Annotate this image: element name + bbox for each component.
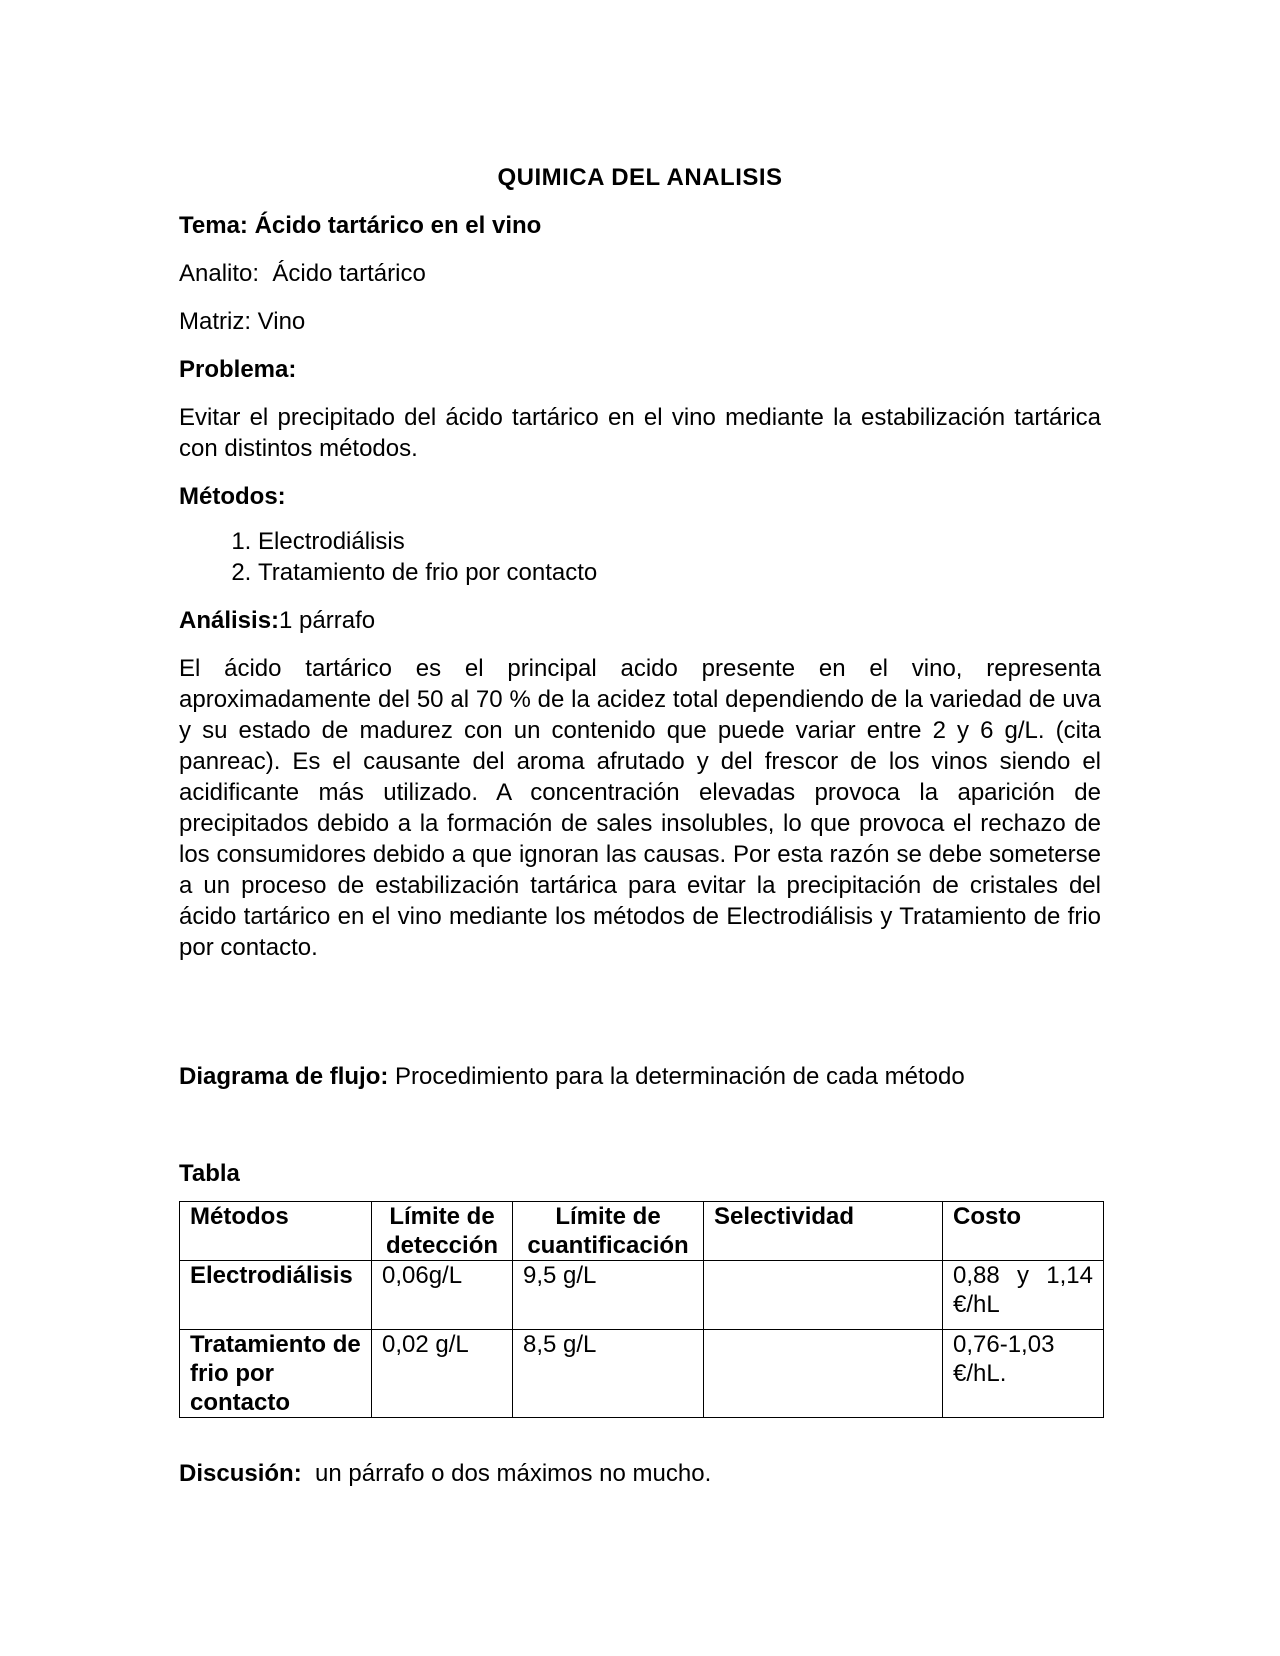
header-detection-limit: Límite de detección (372, 1202, 513, 1261)
methods-list-item: 1. Electrodiálisis (258, 526, 1101, 557)
discussion-label: Discusión: (179, 1460, 302, 1487)
analysis-note: 1 párrafo (279, 607, 376, 634)
analysis-text: El ácido tartárico es el principal acido presente en el vino, representa aproximadamente del 50 al 70 % de la acidez total dependiendo de la variedad de uva y su estado de madurez con un contenido que puede variar entre 2 y 6 g/L. (cita panreac). Es el causante del aroma afrutado y del frescor de los vinos siendo el acidificante más utilizado. A concentración elevadas provoca la aparición de precipitados debido a la formación de sales insolubles, lo que provoca el rechazo de los consumidores debido a que ignoran las causas. Por esta razón se debe someterse a un proceso de estabilización tartárica para evitar la precipitación de cristales del ácido tartárico en el vino mediante los métodos de Electrodiálisis y Tratamiento de frio por contacto. (179, 655, 1101, 961)
methods-table (179, 1201, 1104, 1418)
cell-method: Electrodiálisis (180, 1261, 372, 1330)
matrix-value: Vino (257, 308, 306, 335)
topic-value: Ácido tartárico en el vino (254, 212, 542, 239)
analyte-line (179, 258, 1101, 289)
cell-selectivity (704, 1261, 943, 1330)
cell-cost: 0,76-1,03 €/hL. (943, 1330, 1104, 1418)
header-methods: Métodos (180, 1202, 372, 1261)
header-selectivity: Selectividad (704, 1202, 943, 1261)
methods-list-item: 2. Tratamiento de frio por contacto (258, 557, 1101, 588)
problem-heading: Problema: (179, 356, 297, 383)
cell-detection-limit: 0,02 g/L (372, 1330, 513, 1418)
cell-quantification-limit: 8,5 g/L (513, 1330, 704, 1418)
problem-text: Evitar el precipitado del ácido tartárico en el vino mediante la estabilización tartárica con distintos métodos. (179, 404, 1101, 462)
document-page (179, 162, 1101, 1489)
cell-detection-limit: 0,06g/L (372, 1261, 513, 1330)
cell-selectivity (704, 1330, 943, 1418)
matrix-line (179, 306, 1101, 337)
topic-line (179, 210, 1101, 241)
methods-list (179, 526, 1101, 588)
discussion-text: un párrafo o dos máximos no mucho. (315, 1460, 712, 1487)
cell-method: Tratamiento de frio por contacto (180, 1330, 372, 1418)
methods-heading: Métodos: (179, 483, 286, 510)
analysis-label: Análisis: (179, 607, 280, 634)
discussion-line (179, 1458, 1101, 1489)
document-title: QUIMICA DEL ANALISIS (497, 164, 783, 191)
table-row (180, 1261, 1104, 1330)
cell-cost: 0,88 y 1,14 €/hL (943, 1261, 1104, 1330)
flow-diagram-label: Diagrama de flujo: (179, 1063, 389, 1090)
matrix-label: Matriz: (179, 308, 251, 335)
table-heading: Tabla (179, 1160, 240, 1187)
flow-diagram-text: Procedimiento para la determinación de cada método (395, 1063, 965, 1090)
cell-quantification-limit: 9,5 g/L (513, 1261, 704, 1330)
table-row (180, 1330, 1104, 1418)
flow-diagram-line (179, 1061, 1101, 1092)
topic-label: Tema: (179, 212, 248, 239)
header-quantification-limit: Límite de cuantificación (513, 1202, 704, 1261)
analyte-value: Ácido tartárico (272, 260, 426, 287)
analyte-label: Analito: (179, 260, 260, 287)
analysis-heading-line (179, 605, 1101, 636)
header-cost: Costo (943, 1202, 1104, 1261)
table-header-row (180, 1202, 1104, 1261)
